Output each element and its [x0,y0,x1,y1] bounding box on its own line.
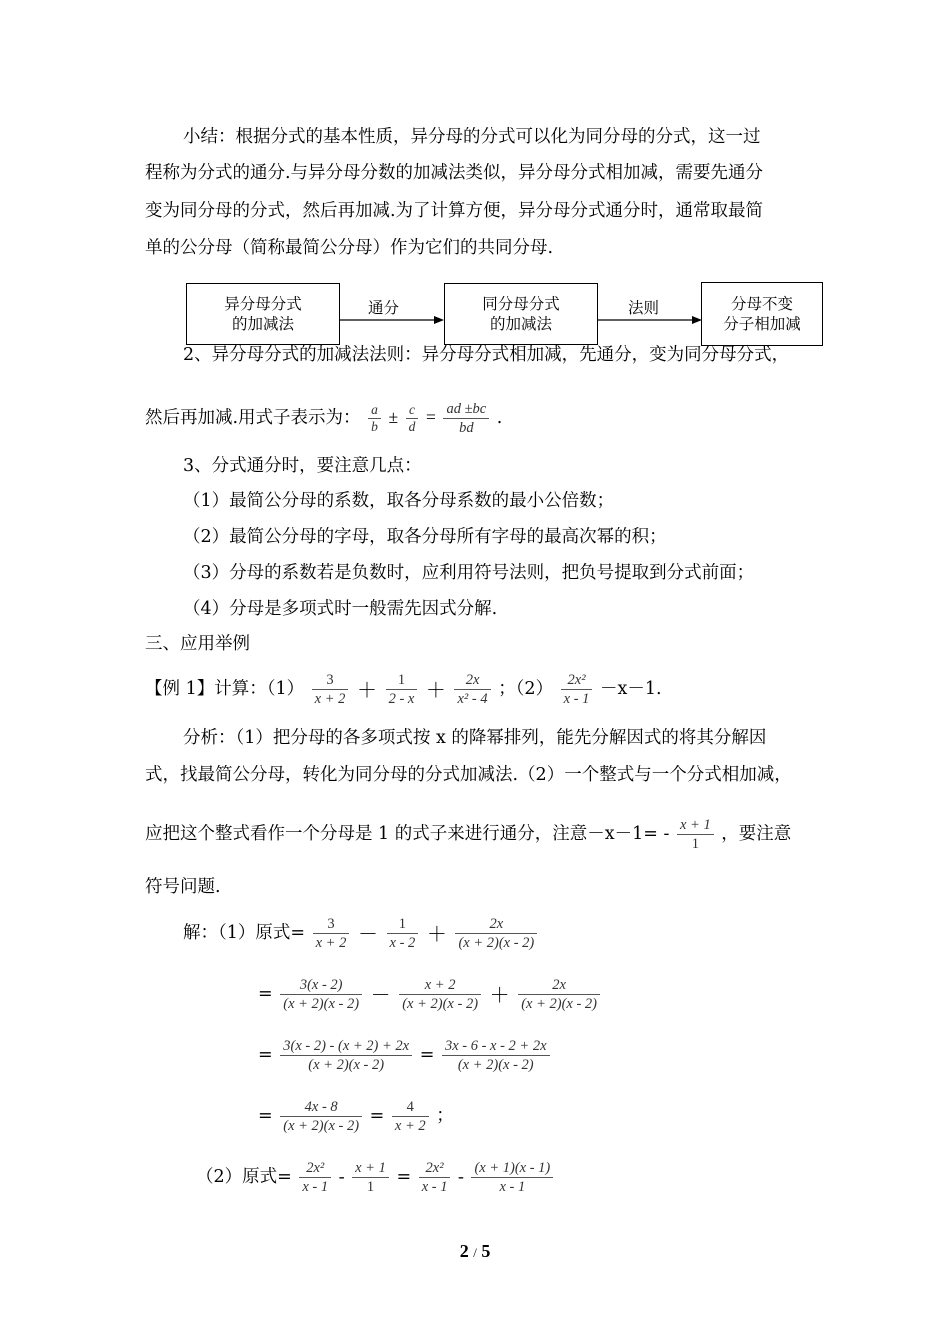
flow-arrow-1-label: 通分 [368,299,400,317]
frac-den: x + 2 [394,1118,426,1134]
analysis-line-1: 分析：（1）把分母的各多项式按 x 的降幂排列，能先分解因式的将其分解因 [183,728,767,748]
rule-period: . [496,408,503,428]
note-4: （4）分母是多项式时一般需先因式分解. [183,599,498,619]
fraction [313,915,350,952]
frac-num: a [368,402,381,419]
summary-line-1: 小结：根据分式的基本性质，异分母的分式可以化为同分母的分式，这一过 [183,127,761,147]
frac-num: 2x² [419,1159,451,1178]
frac-num: x + 1 [677,816,714,835]
summary-line-2: 程称为分式的通分.与异分母分数的加减法类似，异分母分式相加减，需要先通分 [145,163,764,183]
frac-den: (x + 2)(x - 2) [283,1118,360,1134]
example-1: 【例 1】计算：（1） $\frac{3}{x + 2}$ ＋ $\frac{1}{2 - x}$ ＋ $\frac{2x}{\text{x² - 4}}$ ；（2） $\frac{\text{2x²}}{x - 1}$ －x－1. [145,672,662,707]
frac-num: ad ±bc [443,400,489,419]
fraction [677,816,714,853]
example-separator: ；（2） [498,679,554,699]
fraction [392,1098,429,1135]
fraction [386,671,418,708]
solution-label-1: 解：（1）原式= [183,923,306,943]
fraction [455,915,537,952]
fraction [280,1098,362,1135]
fraction [561,671,593,708]
flow-box-same-denominators [444,283,598,345]
section-title: 三、应用举例 [145,634,250,654]
fraction [399,976,481,1013]
analysis-line-3 [145,813,791,855]
fraction-result [443,400,489,437]
frac-den: d [408,419,416,434]
notes-title: 3、分式通分时，要注意几点： [183,456,422,476]
frac-den: b [371,419,378,434]
frac-den: (x + 2)(x - 2) [283,996,360,1012]
frac-den: x - 1 [499,1179,526,1195]
frac-den: (x + 2)(x - 2) [402,996,479,1012]
note-2: （2）最简公分母的字母，取各分母所有字母的最高次幂的积； [183,527,667,547]
frac-den: x - 2 [389,935,416,951]
equals-sign: = [425,407,436,427]
frac-num: 3(x - 2) - (x + 2) + 2x [280,1037,412,1056]
fraction [518,976,600,1013]
fraction [312,671,349,708]
fraction [419,1159,451,1196]
frac-num: 3x - 6 - x - 2 + 2x [442,1037,550,1056]
flow-box-3-line-1: 分母不变 [730,295,793,313]
flow-box-1-line-1: 异分母分式 [224,295,302,313]
frac-num: 1 [387,915,419,934]
fraction [442,1037,550,1074]
analysis-line-2: 式，找最简公分母，转化为同分母的分式加减法.（2）一个整式与一个分式相加减， [145,765,792,785]
example-tail: －x－1. [600,679,662,699]
page-number [0,1241,950,1262]
frac-num: 2x [454,671,490,690]
solution-step-4: = $\frac{4x - 8}{(x + 2)(x - 2)}$ = $\frac{4}{x + 2}$ ； [258,1099,454,1134]
frac-den: 2 - x [388,691,415,707]
frac-den: (x + 2)(x - 2) [457,1057,534,1073]
semicolon: ； [436,1106,454,1126]
frac-den: (x + 2)(x - 2) [308,1057,385,1073]
frac-num: 4x - 8 [280,1098,362,1117]
flow-box-1-line-2: 的加减法 [231,315,294,333]
solution-step-2: = $\frac{3(x - 2)}{(x + 2)(x - 2)}$ － $\frac{x + 2}{(x + 2)(x - 2)}$ ＋ $\frac{2x}{(x + 2)(x - 2)}$ [258,972,602,1017]
flow-box-2-line-2: 的加减法 [489,315,552,333]
solution-part-2: （2）原式= $\frac{\text{2x²}}{x - 1}$ - $\frac{x + 1}{1}$ = $\frac{\text{2x²}}{x - 1}$ - $\frac{(x + 1)(x - 1)}{x - 1}$ [196,1154,555,1199]
page-total: 5 [481,1241,491,1261]
flow-arrow-2-label: 法则 [628,299,660,317]
fraction [471,1159,553,1196]
rule-line-2 [145,396,502,439]
plus-minus-sign: ± [388,407,399,427]
frac-den: x + 2 [315,935,347,951]
frac-num: x + 2 [399,976,481,995]
rule-line-2-text: 然后再加减.用式子表示为： [145,408,361,428]
frac-num: (x + 1)(x - 1) [471,1159,553,1178]
solution-step-3: = $\frac{3(x - 2) - (x + 2) + 2x}{(x + 2)(x - 2)}$ = $\frac{3x - 6 - x - 2 + 2x}{(x + 2)(x - 2)}$ [258,1033,552,1077]
analysis-line-4: 符号问题. [145,877,221,897]
fraction-a-over-b [368,402,381,435]
solution-label-2: （2）原式= [196,1167,292,1187]
flow-arrow-1-icon [340,312,446,326]
fraction [280,976,362,1013]
frac-den: 1 [366,1179,375,1195]
frac-den: (x + 2)(x - 2) [521,996,597,1012]
frac-num: 3(x - 2) [280,976,362,995]
frac-num: 2x² [561,671,593,690]
frac-den: x - 1 [421,1179,448,1195]
solution-step-1: 解：（1）原式= $\frac{3}{x + 2}$ － $\frac{1}{x - 2}$ ＋ $\frac{2x}{(x + 2)(x - 2)}$ [183,911,539,956]
fraction [299,1159,331,1196]
flow-arrow-2-icon [598,312,704,326]
note-3: （3）分母的系数若是负数时，应利用符号法则，把负号提取到分式前面； [183,563,755,583]
fraction [387,915,419,952]
note-1: （1）最简公分母的系数，取各分母系数的最小公倍数； [183,491,615,511]
analysis-line-3-suffix: ，要注意 [721,824,792,844]
frac-num: x + 1 [352,1159,389,1178]
flow-box-result [701,282,823,346]
page-current: 2 [459,1241,469,1261]
example-label: 【例 1】计算：（1） [145,679,305,699]
frac-num: 3 [312,671,349,690]
frac-num: 4 [392,1098,429,1117]
flow-box-different-denominators [186,283,340,345]
frac-num: 2x² [299,1159,331,1178]
fraction [352,1159,389,1196]
frac-den: x² - 4 [457,691,488,707]
fraction-c-over-d [406,402,419,435]
frac-den: bd [459,420,474,436]
frac-den: x - 1 [302,1179,329,1195]
flow-box-2-line-1: 同分母分式 [482,295,560,313]
frac-num: 1 [386,671,418,690]
frac-num: c [406,402,419,419]
summary-line-3: 变为同分母的分式，然后再加减.为了计算方便，异分母分式通分时，通常取最简 [145,201,764,221]
frac-num: 2x [455,915,537,934]
frac-num: 3 [313,915,350,934]
frac-den: x + 2 [314,691,346,707]
frac-den: x - 1 [563,691,590,707]
fraction [454,671,490,708]
page-separator: / [473,1245,477,1260]
frac-num: 2x [518,976,600,995]
analysis-line-3-text: 应把这个整式看作一个分母是 1 的式子来进行通分，注意－x－1= - [145,824,670,844]
frac-den: 1 [691,836,699,852]
summary-line-4: 单的公分母（简称最简公分母）作为它们的共同分母. [145,238,554,258]
rule-line-1: 2、异分母分式的加减法法则：异分母分式相加减，先通分，变为同分母分式， [183,345,790,365]
fraction [280,1037,412,1074]
flow-box-3-line-2: 分子相加减 [723,315,801,333]
frac-den: (x + 2)(x - 2) [458,935,535,951]
